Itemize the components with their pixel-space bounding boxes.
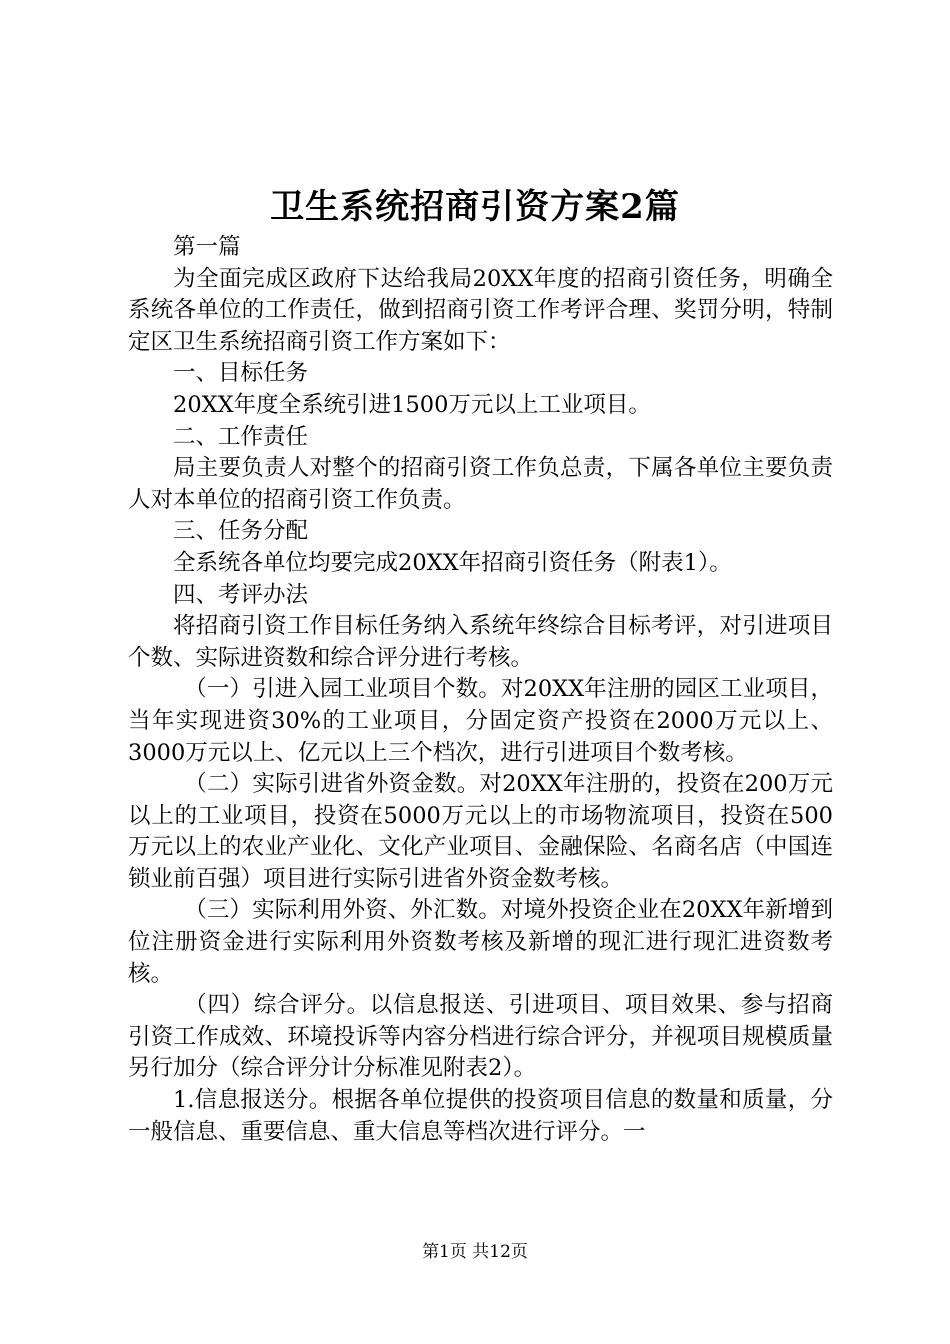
subsection-paragraph: （三）实际利用外资、外汇数。对境外投资企业在20XX年新增到位注册资金进行实际利用外资数考核及新增的现汇进行现汇进资数考核。 xyxy=(128,897,833,987)
body-paragraph: 为全面完成区政府下达给我局20XX年度的招商引资任务，明确全系统各单位的工作责任，做到招商引资工作考评合理、奖罚分明，特制定区卫生系统招商引资工作方案如下： xyxy=(128,265,833,355)
body-paragraph: 全系统各单位均要完成20XX年招商引资任务（附表1）。 xyxy=(173,549,732,576)
section-heading: 三、任务分配 xyxy=(173,518,309,545)
body-paragraph: 20XX年度全系统引进1500万元以上工业项目。 xyxy=(173,391,651,418)
body-paragraph: 将招商引资工作目标任务纳入系统年终综合目标考评，对引进项目个数、实际进资数和综合评分进行考核。 xyxy=(128,613,833,671)
page-footer: 第1页 共12页 xyxy=(422,1242,528,1262)
section-label: 第一篇 xyxy=(173,234,241,260)
body-paragraph: 局主要负责人对整个的招商引资工作负总责，下属各单位主要负责人对本单位的招商引资工作负责。 xyxy=(128,455,833,513)
body-paragraph: 1.信息报送分。根据各单位提供的投资项目信息的数量和质量，分一般信息、重要信息、重大信息等档次进行评分。一 xyxy=(128,1087,833,1145)
subsection-paragraph: （一）引进入园工业项目个数。对20XX年注册的园区工业项目，当年实现进资30%的工业项目，分固定资产投资在2000万元以上、3000万元以上、亿元以上三个档次，进行引进项目个数考核。 xyxy=(128,676,833,766)
section-heading: 二、工作责任 xyxy=(173,423,309,450)
section-heading: 一、目标任务 xyxy=(173,360,309,387)
section-heading: 四、考评办法 xyxy=(173,581,309,608)
subsection-paragraph: （二）实际引进省外资金数。对20XX年注册的，投资在200万元以上的工业项目，投资在5000万元以上的市场物流项目，投资在500万元以上的农业产业化、文化产业项目、金融保险、名商名店（中国连锁业前百强）项目进行实际引进省外资金数考核。 xyxy=(128,771,833,892)
document-title: 卫生系统招商引资方案2篇 xyxy=(270,187,680,227)
document-body xyxy=(128,232,833,1148)
subsection-paragraph: （四）综合评分。以信息报送、引进项目、项目效果、参与招商引资工作成效、环境投诉等内容分档进行综合评分，并视项目规模质量另行加分（综合评分计分标准见附表2）。 xyxy=(128,992,833,1082)
